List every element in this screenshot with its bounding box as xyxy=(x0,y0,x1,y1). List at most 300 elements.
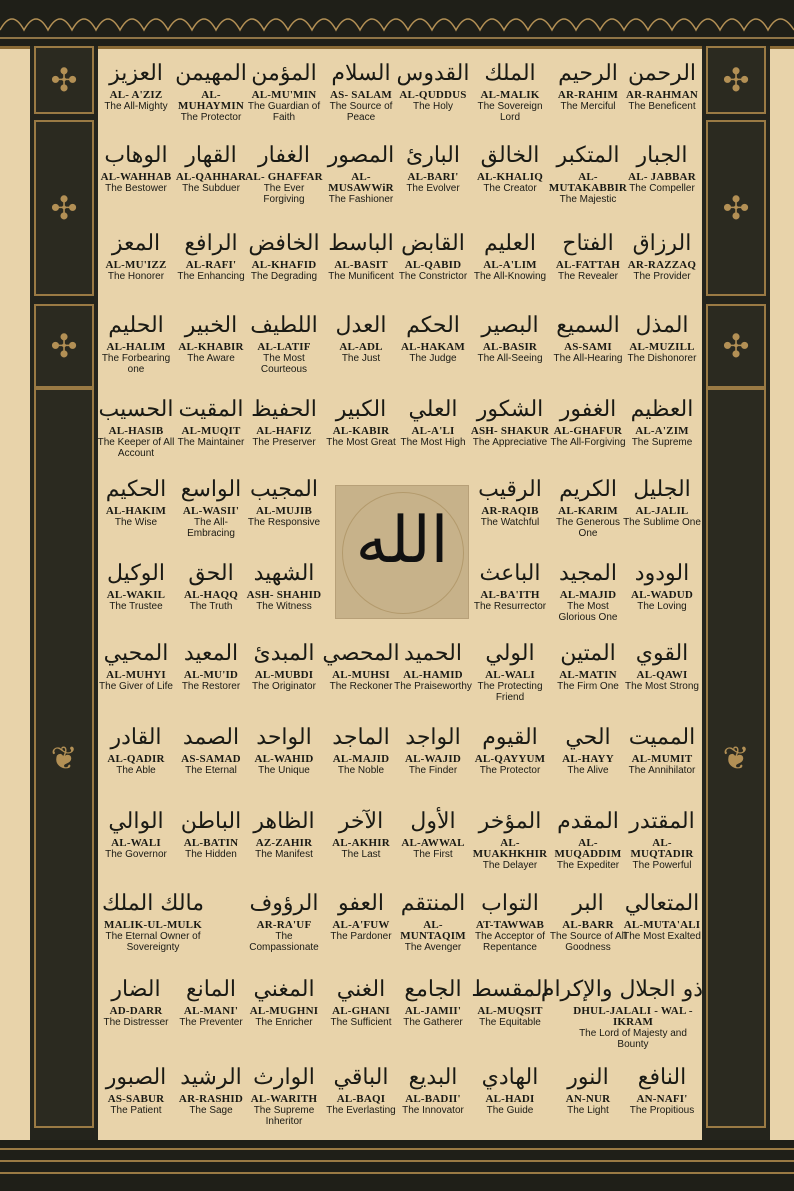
arabic-name: المجيب xyxy=(250,477,318,502)
meaning: The Supreme Inheritor xyxy=(253,1105,315,1127)
meaning: The Distresser xyxy=(103,1017,169,1028)
meaning: The Guardian of Faith xyxy=(247,101,321,123)
meaning: The Ever Forgiving xyxy=(263,183,305,205)
arabic-name: مالك الملك xyxy=(101,891,205,916)
arabic-name: البديع xyxy=(408,1065,458,1090)
arabic-name: المقسط xyxy=(471,977,549,1002)
name-entry xyxy=(548,312,628,364)
meaning: The Enhancing xyxy=(177,271,245,282)
transliteration: AL-GHANI xyxy=(332,1005,390,1017)
arabic-name: القهار xyxy=(185,143,237,168)
meaning: The Most Courteous xyxy=(260,353,308,375)
name-entry xyxy=(244,724,324,776)
meaning: The Reckoner xyxy=(329,681,393,692)
name-entry xyxy=(622,476,702,528)
transliteration: AL-HAQQ xyxy=(184,589,238,601)
name-entry xyxy=(470,976,550,1028)
arabic-name: المعز xyxy=(111,231,161,256)
arabic-name: الرشيد xyxy=(180,1065,242,1090)
transliteration: AL-HAFIZ xyxy=(256,425,312,437)
transliteration: AR-RAQIB xyxy=(481,505,539,517)
transliteration: DHUL-JALALI - WAL - IKRAM xyxy=(573,1005,693,1028)
right-panel-knot xyxy=(706,304,766,388)
arabic-name: الحكم xyxy=(406,313,460,338)
arabic-name: الأول xyxy=(410,809,456,834)
name-entry xyxy=(244,396,324,448)
name-entry xyxy=(93,890,213,953)
meaning: The Munificent xyxy=(328,271,394,282)
name-entry xyxy=(393,60,473,112)
meaning: The Firm One xyxy=(557,681,619,692)
arabic-name: المبدئ xyxy=(253,641,315,666)
transliteration: AR-RAHIM xyxy=(557,89,619,101)
left-ornamental-column xyxy=(30,46,98,1140)
name-entry xyxy=(548,142,628,205)
transliteration: AL-AWWAL xyxy=(401,837,465,849)
arabic-name: الكريم xyxy=(559,477,617,502)
arabic-name: السميع xyxy=(556,313,620,338)
meaning: The Provider xyxy=(633,271,691,282)
transliteration: AL-MUBDI xyxy=(254,669,314,681)
name-entry xyxy=(393,312,473,364)
arabic-name: الغفور xyxy=(559,397,617,422)
transliteration: AL-QAWI xyxy=(636,669,688,681)
transliteration: AL-KABIR xyxy=(332,425,390,437)
name-entry xyxy=(470,560,550,612)
transliteration: AL-RAFI' xyxy=(185,259,237,271)
name-entry xyxy=(622,560,702,612)
arabic-name: الآخر xyxy=(338,809,384,834)
transliteration: AL-HAKIM xyxy=(105,505,167,517)
transliteration: AL-KHAFID xyxy=(251,259,317,271)
meaning: The Generous One xyxy=(556,517,620,539)
transliteration: AL-MUGHNI xyxy=(249,1005,319,1017)
knot-icon: ✣ xyxy=(50,189,78,227)
meaning: The Judge xyxy=(409,353,457,364)
meaning: The Propitious xyxy=(629,1105,695,1116)
meaning: The Giver of Life xyxy=(99,681,173,692)
border-line xyxy=(0,1160,794,1162)
name-entry xyxy=(548,476,628,539)
meaning: The Trustee xyxy=(109,601,163,612)
name-entry xyxy=(171,724,251,776)
name-entry xyxy=(244,976,324,1028)
arabic-name: البر xyxy=(572,891,604,916)
name-entry xyxy=(470,142,550,194)
knot-icon: ✣ xyxy=(722,61,750,99)
arabic-name: الولي xyxy=(485,641,535,666)
name-entry xyxy=(393,724,473,776)
name-entry xyxy=(171,1064,251,1116)
name-entry xyxy=(244,476,324,528)
transliteration: AL-A'FUW xyxy=(332,919,390,931)
meaning: The Forbearing one xyxy=(101,353,171,375)
transliteration: AL-BARI' xyxy=(407,171,459,183)
name-entry xyxy=(622,312,702,364)
name-entry xyxy=(96,312,176,375)
left-panel-knot xyxy=(34,46,94,114)
transliteration: AL-QAYYUM xyxy=(474,753,546,765)
arabic-name: الرافع xyxy=(184,231,238,256)
transliteration: AN-NAFI' xyxy=(636,1093,688,1105)
transliteration: AL- JABBAR xyxy=(628,171,696,183)
arabic-name: الرحيم xyxy=(558,61,618,86)
meaning: The Patient xyxy=(110,1105,162,1116)
name-entry xyxy=(171,976,251,1028)
name-entry xyxy=(548,60,628,112)
transliteration: AL-MALIK xyxy=(480,89,540,101)
name-entry xyxy=(321,230,401,282)
transliteration: AR-RA'UF xyxy=(256,919,312,931)
name-entry xyxy=(244,808,324,860)
transliteration: AR-RAZZAQ xyxy=(627,259,697,271)
name-entry xyxy=(548,396,628,448)
border-line xyxy=(0,1148,794,1150)
transliteration: AL-JALIL xyxy=(635,505,689,517)
transliteration: AL-MUMIT xyxy=(631,753,693,765)
meaning: The All-Embracing xyxy=(187,517,235,539)
arabic-name: الضار xyxy=(111,977,161,1002)
transliteration: AL-HASIB xyxy=(108,425,164,437)
meaning: The All-Knowing xyxy=(473,271,547,282)
meaning: The Innovator xyxy=(402,1105,464,1116)
transliteration: AL-WALI xyxy=(111,837,161,849)
meaning: The Compassionate xyxy=(249,931,319,953)
bottom-ornamental-border xyxy=(0,1140,794,1191)
name-entry xyxy=(321,640,401,692)
transliteration: AL-MAJID xyxy=(332,753,390,765)
right-panel-knot xyxy=(706,120,766,296)
arabic-name: الحق xyxy=(188,561,234,586)
arabic-name: الحفيظ xyxy=(251,397,317,422)
arabic-name: الشكور xyxy=(476,397,544,422)
arabic-name: القادر xyxy=(110,725,162,750)
arabic-name: الغني xyxy=(336,977,386,1002)
name-entry xyxy=(470,396,550,448)
name-entry xyxy=(96,808,176,860)
arabic-name: النافع xyxy=(637,1065,687,1090)
transliteration: AL-BASIT xyxy=(334,259,388,271)
arabic-name: الحميد xyxy=(404,641,462,666)
arch-pattern xyxy=(0,0,794,46)
name-entry xyxy=(393,1064,473,1116)
left-panel-knot xyxy=(34,304,94,388)
name-entry xyxy=(470,724,550,776)
transliteration: AN-NUR xyxy=(565,1093,611,1105)
name-entry xyxy=(321,60,401,123)
arabic-name: الملك xyxy=(484,61,536,86)
transliteration: AL-MUQSIT xyxy=(477,1005,543,1017)
arabic-name: المانع xyxy=(185,977,237,1002)
transliteration: AL-WASII' xyxy=(182,505,240,517)
meaning: The Governor xyxy=(105,849,167,860)
transliteration: AL-WAJID xyxy=(405,753,461,765)
meaning: The Protector xyxy=(180,112,242,123)
name-entry xyxy=(393,976,473,1028)
arabic-name: الواحد xyxy=(256,725,312,750)
arabic-name: الجليل xyxy=(633,477,691,502)
meaning: The First xyxy=(413,849,453,860)
meaning: The Most Glorious One xyxy=(558,601,618,623)
meaning: The Manifest xyxy=(255,849,313,860)
name-entry xyxy=(244,142,324,205)
transliteration: AL-QABID xyxy=(404,259,462,271)
meaning: The Most Great xyxy=(326,437,396,448)
name-entry xyxy=(96,560,176,612)
meaning: The All-Hearing xyxy=(553,353,623,364)
name-entry xyxy=(171,396,251,448)
transliteration: AL-QADIR xyxy=(107,753,165,765)
meaning: The Alive xyxy=(567,765,609,776)
name-entry xyxy=(321,312,401,364)
arabic-name: القوي xyxy=(635,641,689,666)
transliteration: AL-AKHIR xyxy=(332,837,390,849)
meaning: The Most High xyxy=(400,437,466,448)
meaning: The Sufficient xyxy=(330,1017,392,1028)
transliteration: AR-RAHMAN xyxy=(625,89,699,101)
transliteration: AL-HAKAM xyxy=(401,341,465,353)
meaning: The Beneficent xyxy=(628,101,696,112)
name-entry xyxy=(548,724,628,776)
arabic-name: الحسيب xyxy=(98,397,174,422)
arabesque-icon: ❦ xyxy=(50,739,78,777)
name-entry xyxy=(171,312,251,364)
meaning: The Source of Peace xyxy=(329,101,393,123)
transliteration: AL- MUQTADIR xyxy=(630,837,694,860)
meaning: The Last xyxy=(341,849,381,860)
name-entry xyxy=(171,808,251,860)
meaning: The Constrictor xyxy=(398,271,468,282)
arabic-name: المهيمن xyxy=(175,61,247,86)
meaning: The Honorer xyxy=(107,271,165,282)
transliteration: AL-WADUD xyxy=(630,589,694,601)
name-entry xyxy=(470,312,550,364)
arabic-name: الرحمن xyxy=(627,61,697,86)
name-entry xyxy=(171,142,251,194)
name-entry xyxy=(244,230,324,282)
arabic-name: المتعالي xyxy=(624,891,700,916)
name-entry xyxy=(470,476,550,528)
name-entry xyxy=(622,808,702,871)
meaning: The Protector xyxy=(479,765,541,776)
meaning: The Supreme xyxy=(631,437,693,448)
arabic-name: الواجد xyxy=(405,725,461,750)
transliteration: AL-GHAFUR xyxy=(553,425,623,437)
name-entry xyxy=(244,890,324,953)
name-entry xyxy=(622,230,702,282)
transliteration: AL-WAKIL xyxy=(106,589,166,601)
name-entry xyxy=(548,230,628,282)
transliteration: AL-HALIM xyxy=(106,341,166,353)
arabic-name: الواسع xyxy=(180,477,242,502)
knot-icon: ✣ xyxy=(50,327,78,365)
arabic-name: الغفار xyxy=(258,143,310,168)
transliteration: AR-RASHID xyxy=(178,1093,244,1105)
meaning: The Avenger xyxy=(404,942,462,953)
name-entry xyxy=(96,396,176,459)
meaning: The Delayer xyxy=(482,860,538,871)
transliteration: AL-WARITH xyxy=(250,1093,318,1105)
meaning: The Source of All Goodness xyxy=(549,931,627,953)
arabic-name: المؤخر xyxy=(478,809,542,834)
arabic-name: الهادي xyxy=(481,1065,539,1090)
transliteration: AL-LATIF xyxy=(257,341,311,353)
transliteration: AL-MAJID xyxy=(559,589,617,601)
name-entry xyxy=(321,976,401,1028)
name-entry xyxy=(321,724,401,776)
transliteration: AL- MUNTAQIM xyxy=(400,919,466,942)
name-entry xyxy=(548,808,628,871)
arabic-name: الصمد xyxy=(182,725,240,750)
meaning: The Fashioner xyxy=(328,194,394,205)
arabic-name: الكبير xyxy=(335,397,387,422)
transliteration: AL-BADII' xyxy=(405,1093,461,1105)
transliteration: AL-MUHSI xyxy=(332,669,390,681)
knot-icon: ✣ xyxy=(722,189,750,227)
arabic-name: الماجد xyxy=(332,725,390,750)
meaning: The Gatherer xyxy=(403,1017,463,1028)
meaning: The Watchful xyxy=(480,517,540,528)
meaning: The Sovereign Lord xyxy=(477,101,543,123)
arabic-name: الصبور xyxy=(105,1065,167,1090)
name-entry xyxy=(321,142,401,205)
arabesque-icon: ❦ xyxy=(722,739,750,777)
arabic-name: المقتدر xyxy=(629,809,695,834)
meaning: The Equitable xyxy=(479,1017,541,1028)
transliteration: AL-KARIM xyxy=(558,505,618,517)
arabic-name: العدل xyxy=(335,313,387,338)
transliteration: AL-A'ZIM xyxy=(635,425,689,437)
arabic-name: الحي xyxy=(565,725,611,750)
name-entry xyxy=(470,230,550,282)
transliteration: AL-BA'ITH xyxy=(480,589,540,601)
arabic-name: الباقي xyxy=(333,1065,389,1090)
arabic-name: الرزاق xyxy=(632,231,692,256)
transliteration: AL-MUJIB xyxy=(256,505,312,517)
meaning: The Everlasting xyxy=(326,1105,396,1116)
arabic-name: الوهاب xyxy=(104,143,168,168)
name-entry xyxy=(96,476,176,528)
name-entry xyxy=(393,142,473,194)
meaning: The Acceptor of Repentance xyxy=(474,931,546,953)
arabic-name: المحصي xyxy=(322,641,400,666)
meaning: The Aware xyxy=(187,353,235,364)
transliteration: AL- A'ZIZ xyxy=(109,89,163,101)
name-entry xyxy=(622,60,702,112)
transliteration: AL- GHAFFAR xyxy=(245,171,323,183)
meaning: The Witness xyxy=(256,601,312,612)
arabic-name: المميت xyxy=(628,725,696,750)
transliteration: AL-BASIR xyxy=(482,341,538,353)
knot-icon: ✣ xyxy=(722,327,750,365)
arabic-name: المتين xyxy=(560,641,616,666)
transliteration: AL-A'LIM xyxy=(483,259,537,271)
meaning: The Dishonorer xyxy=(627,353,697,364)
transliteration: AL-MATIN xyxy=(559,669,617,681)
transliteration: MALIK-UL-MULK xyxy=(104,919,202,931)
meaning: The Restorer xyxy=(181,681,241,692)
arabic-name: الجبار xyxy=(636,143,688,168)
transliteration: AL-MU'IZZ xyxy=(105,259,167,271)
meaning: The Keeper of All Account xyxy=(97,437,175,459)
meaning: The Noble xyxy=(337,765,385,776)
arabic-name: الوارث xyxy=(253,1065,315,1090)
name-entry xyxy=(393,808,473,860)
transliteration: AL-HAYY xyxy=(562,753,614,765)
meaning: The Annihilator xyxy=(628,765,696,776)
arabic-name: الحليم xyxy=(108,313,164,338)
meaning: The Sublime One xyxy=(623,517,701,528)
name-entry xyxy=(244,560,324,612)
meaning: The Protecting Friend xyxy=(477,681,543,703)
arabic-name: الودود xyxy=(634,561,690,586)
name-entry xyxy=(622,724,702,776)
meaning: The Originator xyxy=(252,681,316,692)
arabic-name: البارئ xyxy=(405,143,460,168)
name-entry xyxy=(96,142,176,194)
name-entry xyxy=(96,976,176,1028)
meaning: The Most Strong xyxy=(625,681,699,692)
name-entry xyxy=(393,396,473,448)
transliteration: AL- MUQADDIM xyxy=(554,837,622,860)
arabic-name: الظاهر xyxy=(253,809,315,834)
meaning: The Wise xyxy=(114,517,158,528)
left-panel-knot xyxy=(34,120,94,296)
transliteration: AS-SAMI xyxy=(564,341,612,353)
transliteration: AL-MU'MIN xyxy=(251,89,317,101)
meaning: The All-Forgiving xyxy=(550,437,626,448)
name-entry xyxy=(244,1064,324,1127)
meaning: The Creator xyxy=(483,183,537,194)
allah-center-tile xyxy=(335,485,469,619)
right-panel-arabesque xyxy=(706,388,766,1128)
transliteration: AL- MUAKHKHIR xyxy=(472,837,548,860)
arabic-name: المعيد xyxy=(183,641,239,666)
arabic-name: المغني xyxy=(253,977,315,1002)
transliteration: AL-MUZILL xyxy=(629,341,695,353)
transliteration: AL-WAHID xyxy=(254,753,314,765)
meaning: The Revealer xyxy=(557,271,619,282)
meaning: The Resurrector xyxy=(473,601,547,612)
arabic-name: الخالق xyxy=(480,143,540,168)
name-entry xyxy=(96,60,176,112)
arabic-name: التواب xyxy=(481,891,539,916)
name-entry xyxy=(321,808,401,860)
transliteration: AL-JAMII' xyxy=(404,1005,462,1017)
meaning: The Preserver xyxy=(252,437,316,448)
name-entry xyxy=(470,60,550,123)
transliteration: ASH- SHAHID xyxy=(246,589,322,601)
name-entry xyxy=(171,560,251,612)
arabic-name: الشهيد xyxy=(253,561,315,586)
meaning: The All-Mighty xyxy=(104,101,168,112)
meaning: The Holy xyxy=(412,101,453,112)
name-entry xyxy=(244,312,324,375)
meaning: The Majestic xyxy=(559,194,617,205)
name-entry xyxy=(244,640,324,692)
name-entry xyxy=(171,476,251,539)
arabic-name: القابض xyxy=(401,231,465,256)
name-entry xyxy=(470,890,550,953)
name-entry xyxy=(321,1064,401,1116)
arabic-name: الباعث xyxy=(479,561,541,586)
meaning: The Guide xyxy=(486,1105,534,1116)
arabic-name: الوالي xyxy=(108,809,164,834)
arabic-name: العليم xyxy=(484,231,536,256)
arabic-name: القيوم xyxy=(482,725,538,750)
transliteration: AL-MUHYI xyxy=(106,669,166,681)
name-entry xyxy=(96,640,176,692)
